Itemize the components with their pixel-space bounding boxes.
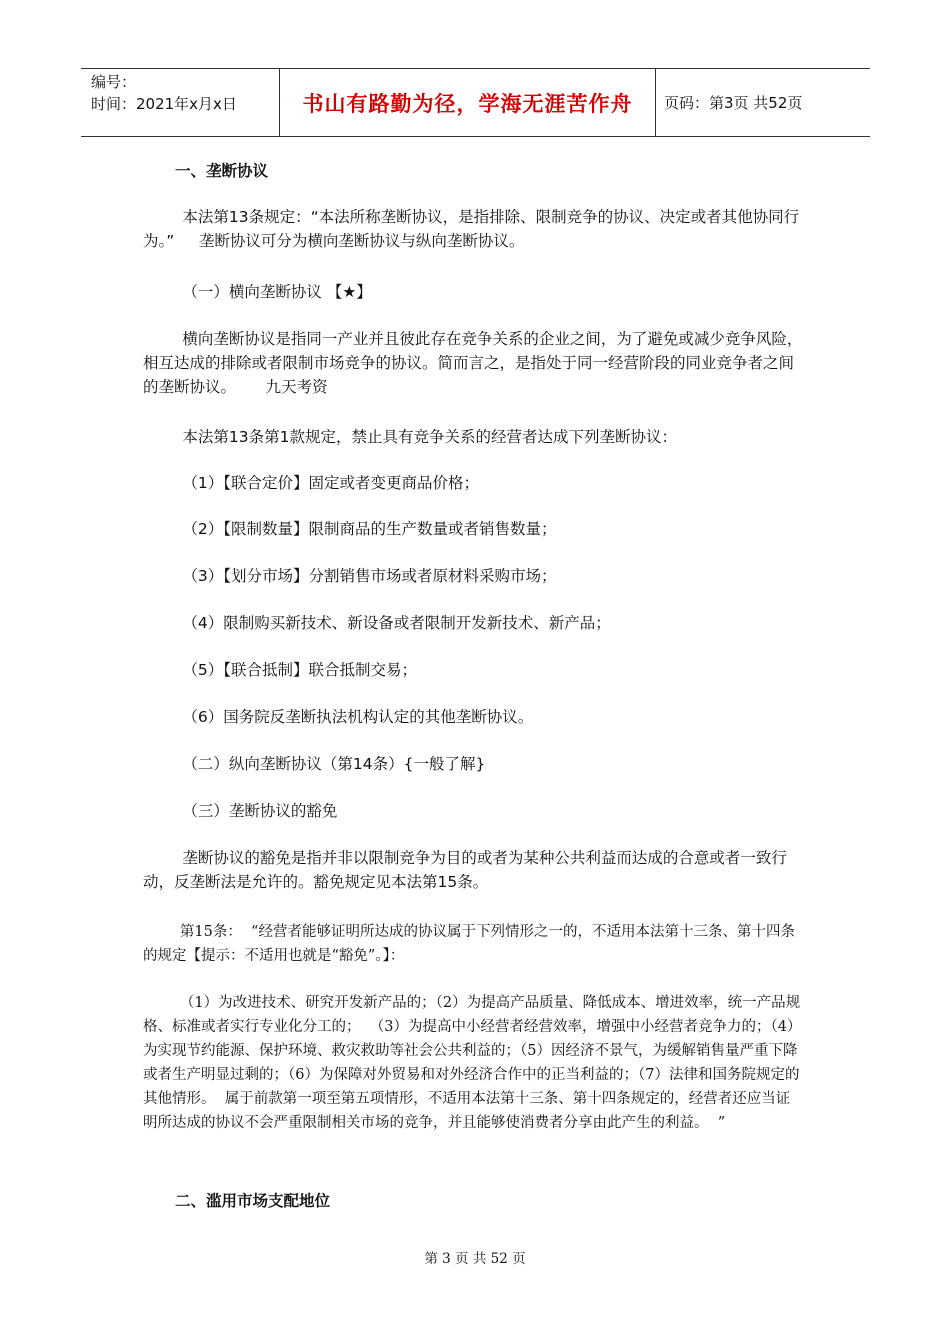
- paragraph-article-13: 本法第13条规定：“本法所称垄断协议，是指排除、限制竞争的协议、决定或者其他协同行为。” 垄断协议可分为横向垄断协议与纵向垄断协议。: [143, 208, 800, 250]
- header-left: [81, 69, 280, 136]
- header-motto: 书山有路勤为径，学海无涯苦作舟: [280, 69, 656, 136]
- date-label: 时间：2021年x月x日: [91, 95, 237, 113]
- list-item-5: （5）【联合抵制】联合抵制交易；: [143, 661, 418, 679]
- subheading-exemption: （三）垄断协议的豁免: [143, 802, 338, 820]
- header-page-info: 页码：第3页 共52页: [664, 94, 803, 112]
- list-item-3: （3）【划分市场】分割销售市场或者原材料采购市场；: [143, 567, 557, 585]
- paragraph-exemption-cases: （1）为改进技术、研究开发新产品的；（2）为提高产品质量、降低成本、增进效率，统一产品规格、标准或者实行专业化分工的； （3）为提高中小经营者经营效率，增强中小经营者竞争力的；（4）为实现节约能源、保护环境、救灾救助等社会公共利益的；（5）因经济不景气，为缓解销售量严重下降或者生产明显过剩的；（6）为保障对外贸易和对外经济合作中的正当利益的；（7）法律和国务院规定的其他情形。 属于前款第一项至第五项情形，不适用本法第十三条、第十四条规定的，经营者还应当证明所达成的协议不会严重限制相关市场的竞争，并且能够使消费者分享由此产生的利益。 ”: [143, 995, 802, 1131]
- page-footer: 第 3 页 共 52 页: [424, 1251, 526, 1267]
- subheading-horizontal: （一）横向垄断协议 【★】: [143, 283, 372, 301]
- list-item-4: （4）限制购买新技术、新设备或者限制开发新技术、新产品；: [143, 614, 611, 632]
- section-heading-1: 一、垄断协议: [175, 162, 269, 180]
- list-item-6: （6）国务院反垄断执法机构认定的其他垄断协议。: [143, 708, 534, 726]
- paragraph-article-13-1: 本法第13条第1款规定，禁止具有竞争关系的经营者达成下列垄断协议：: [143, 428, 678, 446]
- subheading-vertical: （二）纵向垄断协议（第14条）{一般了解}: [143, 755, 486, 773]
- document-header: [81, 68, 870, 137]
- paragraph-exemption: 垄断协议的豁免是指并非以限制竞争为目的或者为某种公共利益而达成的合意或者一致行动，反垄断法是允许的。豁免规定见本法第15条。: [143, 849, 787, 891]
- list-item-1: （1）【联合定价】固定或者变更商品价格；: [143, 474, 480, 492]
- list-item-2: （2）【限制数量】限制商品的生产数量或者销售数量；: [143, 520, 557, 538]
- paragraph-horizontal-definition: 横向垄断协议是指同一产业并且彼此存在竞争关系的企业之间，为了避免或减少竞争风险，相互达成的排除或者限制市场竞争的协议。简而言之，是指处于同一经营阶段的同业竞争者之间的垄断协议。 九天考资: [143, 330, 803, 396]
- number-label: 编号：: [91, 73, 137, 91]
- paragraph-article-15: 第15条： “经营者能够证明所达成的协议属于下列情形之一的，不适用本法第十三条、第十四条的规定【提示：不适用也就是“豁免”。】：: [143, 924, 795, 964]
- section-heading-2: 二、滥用市场支配地位: [175, 1192, 331, 1210]
